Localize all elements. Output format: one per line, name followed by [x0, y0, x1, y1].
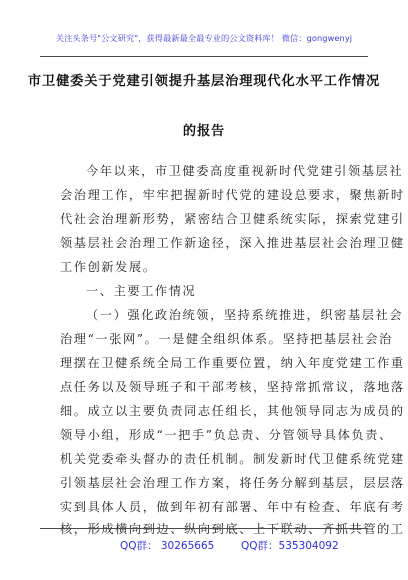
body-line: 治理“一张网”。一是健全组织体系。坚持把基层社会治 [60, 332, 393, 346]
document-title-line1: 市卫健委关于党建引领提升基层治理现代化水平工作情况 [27, 74, 381, 89]
body-line: 代社会治理新形势，紧密结合卫健系统实际，探索党建引 [60, 212, 405, 226]
page-header [40, 18, 368, 57]
body-line: 理摆在卫健系统全局工作重要位置，纳入年度党建工作重 [60, 356, 405, 370]
body-line: 领基层社会治理工作新途径，深入推进基层社会治理卫健 [60, 236, 405, 250]
body-line: 会治理工作，牢牢把握新时代党的建设总要求，聚焦新时 [60, 188, 405, 202]
body-line: 核，形成横向到边、纵向到底、上下联动、齐抓共管的工 [60, 522, 405, 536]
page-footer [40, 528, 368, 557]
document-title-line2: 的报告 [182, 124, 226, 139]
body-line: 实到具体人员，做到年初有部署、年中有检查、年底有考 [60, 500, 405, 514]
body-line: 机关党委牵头督办的责任机制。制发新时代卫健系统党建 [60, 452, 405, 466]
body-line: 细。成立以主要负责同志任组长，其他领导同志为成员的 [60, 404, 405, 418]
body-line: 领导小组，形成“一把手”负总责、分管领导具体负责、 [60, 428, 393, 442]
header-banner-text: 关注头条号"公文研究"，获得最新最全最专业的公文资料库！ 微信：gongwenyj [55, 33, 353, 43]
section-heading: 一、主要工作情况 [86, 284, 197, 298]
qq-group-right: QQ群：535304092 [241, 540, 339, 552]
subsection-line: （一）强化政治统领，坚持系统推进，织密基层社会 [86, 308, 404, 322]
body-line: 工作创新发展。 [60, 260, 157, 274]
body-line: 点任务以及领导班子和干部考核，坚持常抓常议，落地落 [60, 380, 405, 394]
qq-group-left: QQ群： 30265665 [120, 540, 215, 552]
body-line: 引领基层社会治理工作方案，将任务分解到基层，层层落 [60, 476, 405, 490]
body-line: 今年以来，市卫健委高度重视新时代党建引领基层社 [86, 164, 404, 178]
